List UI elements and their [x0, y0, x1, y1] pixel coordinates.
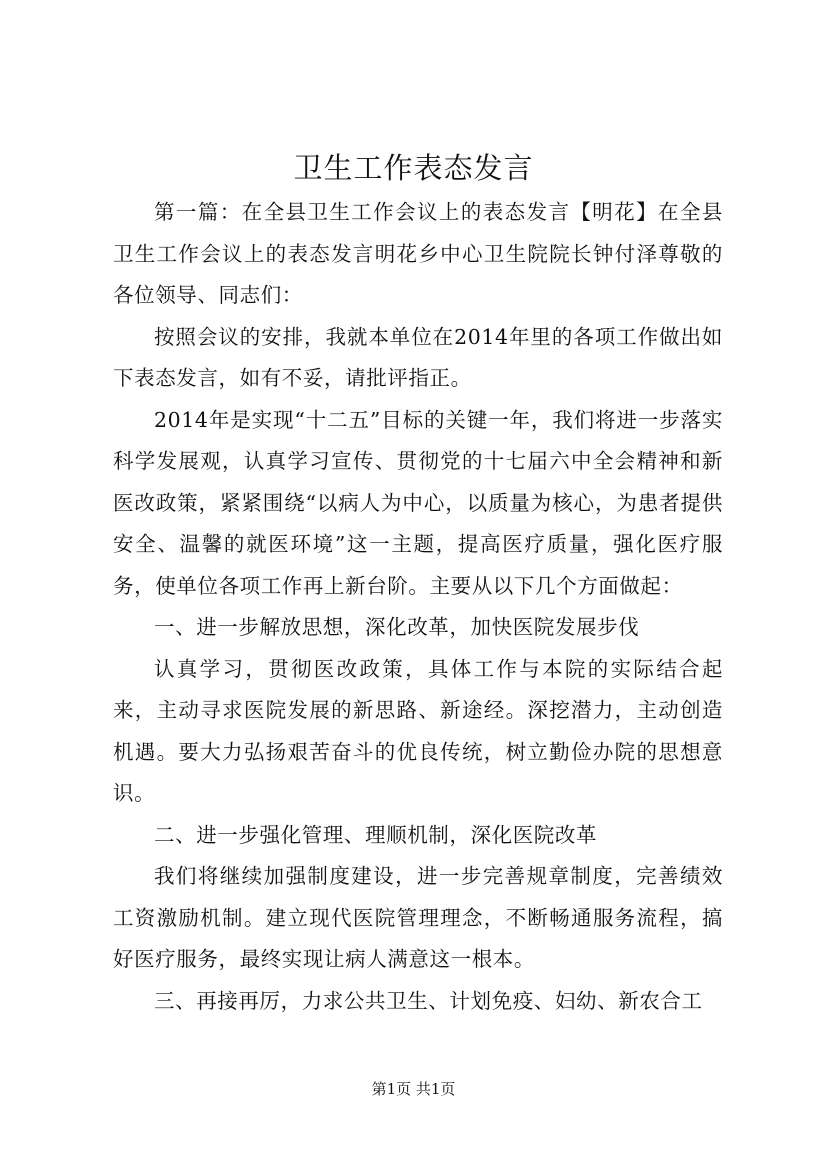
- paragraph: 第一篇：在全县卫生工作会议上的表态发言【明花】在全县卫生工作会议上的表态发言明花乡中心卫生院院长钟付泽尊敬的各位领导、同志们：: [113, 200, 723, 307]
- section-heading: 一、进一步解放思想，深化改革，加快医院发展步伐: [154, 615, 640, 639]
- section-heading: 三、再接再厉，力求公共卫生、计划免疫、妇幼、新农合工: [154, 988, 703, 1013]
- document-body: [113, 192, 723, 1022]
- paragraph: 按照会议的安排，我就本单位在2014年里的各项工作做出如下表态发言，如有不妥，请批评指正。: [113, 324, 723, 390]
- paragraph: 我们将继续加强制度建设，进一步完善规章制度，完善绩效工资激励机制。建立现代医院管理理念，不断畅通服务流程，搞好医疗服务，最终实现让病人满意这一根本。: [113, 864, 723, 971]
- section-heading: 二、进一步强化管理、理顺机制，深化医院改革: [154, 822, 598, 847]
- paragraph: 认真学习，贯彻医改政策，具体工作与本院的实际结合起来，主动寻求医院发展的新思路、新途经。深挖潜力，主动创造机遇。要大力弘扬艰苦奋斗的优良传统，树立勤俭办院的思想意识。: [113, 656, 723, 805]
- paragraph: 2014年是实现“十二五”目标的关键一年，我们将进一步落实科学发展观，认真学习宣传、贯彻党的十七届六中全会精神和新医改政策，紧紧围绕“以病人为中心，以质量为核心，为患者提供安全、温馨的就医环境”这一主题，提高医疗质量，强化医疗服务，使单位各项工作再上新台阶。主要从以下几个方面做起：: [113, 407, 723, 598]
- document-title: 卫生工作表态发言: [293, 151, 534, 185]
- page-footer: 第1页 共1页: [371, 1080, 456, 1098]
